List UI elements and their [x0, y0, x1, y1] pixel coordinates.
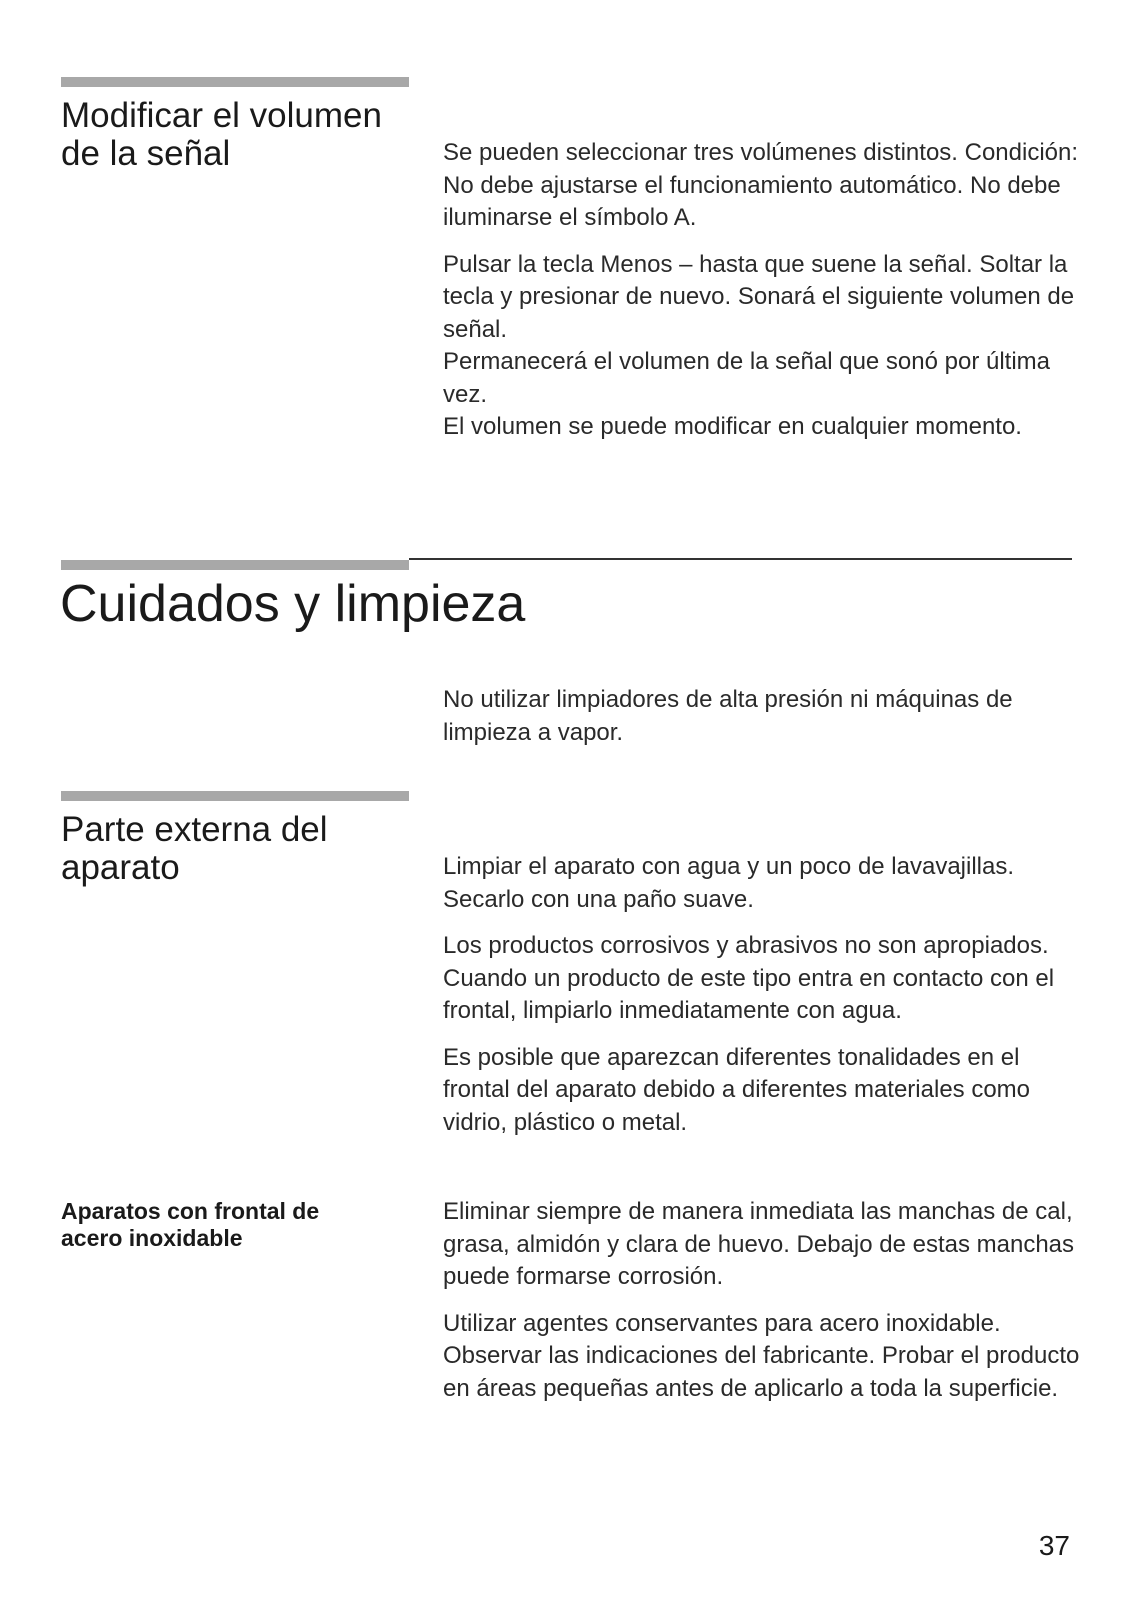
exterior-paragraph-1: Limpiar el aparato con agua y un poco de lavavajillas. Secarlo con una paño suave.: [443, 853, 1015, 913]
stainless-paragraph-2: Utilizar agentes conservantes para acero inoxidable. Observar las indicaciones del fabricante. Probar el producto en áreas pequeñas antes de aplicarlo a toda la superficie.: [443, 1309, 1080, 1402]
exterior-paragraph-3: Es posible que aparezcan diferentes tonalidades en el frontal del aparato debido a diferentes materiales como vidrio, plástico o metal.: [443, 1043, 1031, 1136]
exterior-heading: Parte externa del aparato: [61, 810, 328, 887]
signal-paragraph-4: El volumen se puede modificar en cualquier momento.: [443, 413, 1022, 440]
page-number: 37: [1038, 1530, 1070, 1561]
signal-paragraph-1: Se pueden seleccionar tres volúmenes distintos. Condición: No debe ajustarse el funcionamiento automático. No debe iluminarse el símbolo A.: [443, 139, 1079, 231]
exterior-paragraph-2: Los productos corrosivos y abrasivos no son apropiados. Cuando un producto de este tipo entra en contacto con el frontal, limpiarlo inmediatamente con agua.: [443, 932, 1055, 1024]
stainless-steel-label: Aparatos con frontal de acero inoxidable: [61, 1198, 320, 1251]
exterior-body: [443, 851, 1083, 1153]
signal-volume-heading: Modificar el volumen de la señal: [61, 96, 382, 173]
care-intro-body: [443, 684, 1083, 763]
section-divider-bar: [61, 77, 409, 87]
signal-paragraph-3: Permanecerá el volumen de la señal que sonó por última vez.: [443, 348, 1051, 408]
chapter-divider-bar: [61, 560, 409, 570]
chapter-divider-line: [409, 558, 1072, 560]
section-divider-bar: [61, 791, 409, 801]
signal-paragraph-2: Pulsar la tecla Menos – hasta que suene la señal. Soltar la tecla y presionar de nuevo. Sonará el siguiente volumen de señal.: [443, 250, 1075, 343]
stainless-paragraph-1: Eliminar siempre de manera inmediata las manchas de cal, grasa, almidón y clara de huevo. Debajo de estas manchas puede formarse corrosión.: [443, 1198, 1075, 1290]
signal-volume-body: [443, 137, 1083, 458]
chapter-title: Cuidados y limpieza: [60, 575, 526, 633]
stainless-body: [443, 1196, 1083, 1419]
care-intro-paragraph: No utilizar limpiadores de alta presión ni máquinas de limpieza a vapor.: [443, 686, 1013, 746]
